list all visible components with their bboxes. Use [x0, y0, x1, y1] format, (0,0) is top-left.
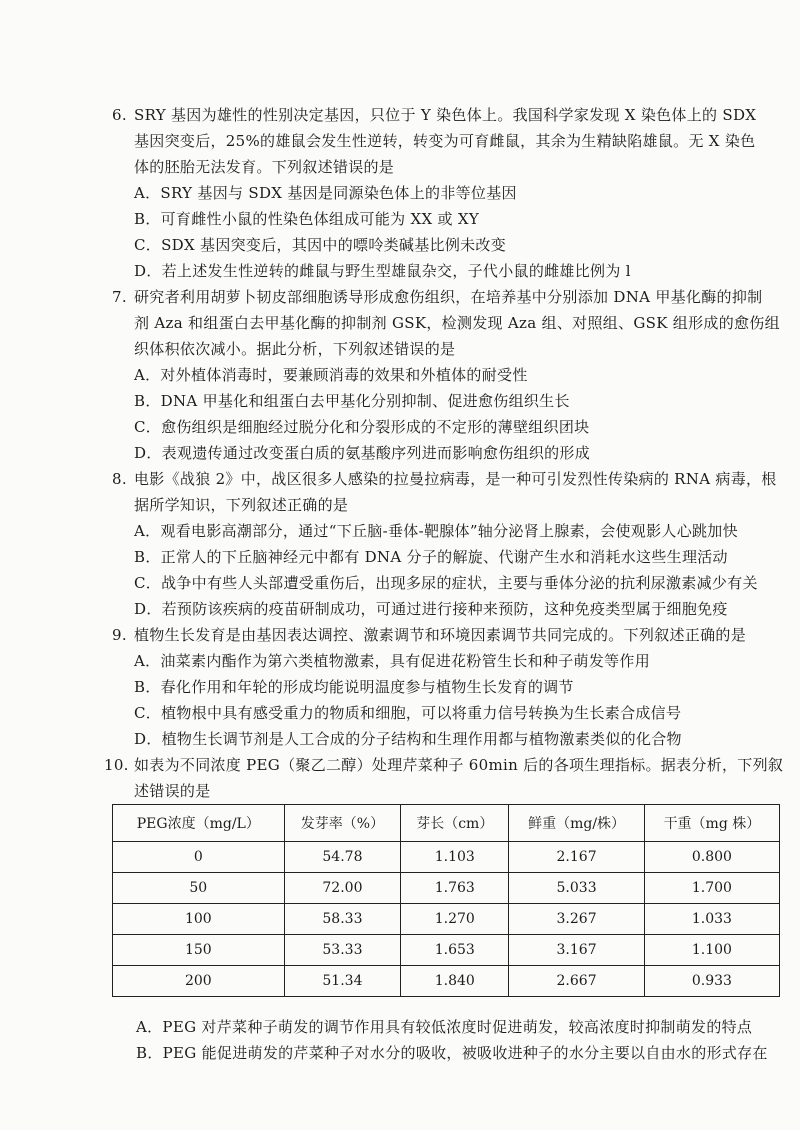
table-cell: 1.100 [644, 935, 779, 966]
option-b: B．春化作用和年轮的形成均能说明温度参与植物生长发育的调节 [134, 678, 574, 696]
table-cell: 100 [113, 904, 285, 935]
question-stem-line: 植物生长发育是由基因表达调控、激素调节和环境因素调节共同完成的。下列叙述正确的是 [134, 626, 747, 644]
question-stem-line: 织体积依次减小。据此分析，下列叙述错误的是 [134, 340, 456, 358]
table-cell: 3.267 [509, 904, 645, 935]
option-a: A．SRY 基因与 SDX 基因是同源染色体上的非等位基因 [134, 184, 517, 202]
option-a: A．油菜素内酯作为第六类植物激素，具有促进花粉管生长和种子萌发等作用 [134, 652, 651, 670]
peg-data-table [112, 804, 780, 997]
table-cell: 0.933 [644, 966, 779, 997]
table-cell: 200 [113, 966, 285, 997]
option-b: B．DNA 甲基化和组蛋白去甲基化分别抑制、促进愈伤组织生长 [134, 392, 570, 410]
table-header-row [113, 805, 780, 842]
table-cell: 2.667 [509, 966, 645, 997]
table-row [113, 966, 780, 997]
option-c: C．愈伤组织是细胞经过脱分化和分裂形成的不定形的薄壁组织团块 [134, 418, 590, 436]
column-header: 发芽率（%） [284, 805, 401, 842]
option-d: D．若预防该疾病的疫苗研制成功，可通过进行接种来预防，这种免疫类型属于细胞免疫 [134, 600, 728, 618]
question-number: 10. [104, 756, 129, 774]
question-stem-line: 剂 Aza 和组蛋白去甲基化酶的抑制剂 GSK，检测发现 Aza 组、对照组、GSK 组形成的愈伤组 [134, 314, 780, 332]
column-header: 干重（mg 株） [644, 805, 779, 842]
option-c: C．战争中有些人头部遭受重伤后，出现多尿的症状，主要与垂体分泌的抗利尿激素减少有关 [134, 574, 758, 592]
table-cell: 1.103 [401, 842, 509, 873]
question-number: 6. [112, 106, 127, 124]
option-b: B．可育雌性小鼠的性染色体组成可能为 XX 或 XY [134, 210, 480, 228]
table-row [113, 842, 780, 873]
option-a: A．观看电影高潮部分，通过“下丘脑-垂体-靶腺体”轴分泌肾上腺素，会使观影人心跳加快 [134, 522, 738, 540]
table-cell: 50 [113, 873, 285, 904]
option-d: D．植物生长调节剂是人工合成的分子结构和生理作用都与植物激素类似的化合物 [134, 730, 682, 748]
table-cell: 0.800 [644, 842, 779, 873]
table-cell: 3.167 [509, 935, 645, 966]
question-stem-line: 述错误的是 [134, 782, 211, 800]
question-stem-line: 据所学知识，下列叙述正确的是 [134, 496, 349, 514]
table-cell: 1.033 [644, 904, 779, 935]
option-c: C．SDX 基因突变后，其因中的嘌呤类碱基比例未改变 [134, 236, 507, 254]
question-number: 7. [112, 288, 127, 306]
table-cell: 1.700 [644, 873, 779, 904]
table-row [113, 904, 780, 935]
table-cell: 54.78 [284, 842, 401, 873]
question-stem-line: 体的胚胎无法发育。下列叙述错误的是 [134, 158, 395, 176]
table-cell: 1.270 [401, 904, 509, 935]
table-row [113, 873, 780, 904]
option-b: B．PEG 能促进萌发的芹菜种子对水分的吸收，被吸收进种子的水分主要以自由水的形式存在 [136, 1044, 768, 1062]
question-stem-line: 研究者利用胡萝卜韧皮部细胞诱导形成愈伤组织，在培养基中分别添加 DNA 甲基化酶的抑制 [134, 288, 763, 306]
table-row [113, 935, 780, 966]
question-number: 9. [112, 626, 127, 644]
column-header: 鲜重（mg/株） [509, 805, 645, 842]
question-stem-line: 基因突变后，25%的雄鼠会发生性逆转，转变为可育雌鼠，其余为生精缺陷雄鼠。无 X 染色 [134, 132, 756, 150]
column-header: PEG浓度（mg/L） [113, 805, 285, 842]
option-b: B．正常人的下丘脑神经元中都有 DNA 分子的解旋、代谢产生水和消耗水这些生理活动 [134, 548, 728, 566]
option-d: D．表观遗传通过改变蛋白质的氨基酸序列进而影响愈伤组织的形成 [134, 444, 591, 462]
table-cell: 1.763 [401, 873, 509, 904]
option-c: C．植物根中具有感受重力的物质和细胞，可以将重力信号转换为生长素合成信号 [134, 704, 682, 722]
table-cell: 2.167 [509, 842, 645, 873]
table-cell: 1.653 [401, 935, 509, 966]
table-cell: 51.34 [284, 966, 401, 997]
table-cell: 72.00 [284, 873, 401, 904]
question-stem-line: SRY 基因为雄性的性别决定基因，只位于 Y 染色体上。我国科学家发现 X 染色体上的 SDX [134, 106, 757, 124]
table-cell: 58.33 [284, 904, 401, 935]
table-cell: 150 [113, 935, 285, 966]
table-cell: 5.033 [509, 873, 645, 904]
table-cell: 0 [113, 842, 285, 873]
table-cell: 53.33 [284, 935, 401, 966]
option-a: A．PEG 对芹菜种子萌发的调节作用具有较低浓度时促进萌发，较高浓度时抑制萌发的特点 [136, 1018, 753, 1036]
question-stem-line: 如表为不同浓度 PEG（聚乙二醇）处理芹菜种子 60min 后的各项生理指标。据表分析，下列叙 [134, 756, 784, 774]
table-cell: 1.840 [401, 966, 509, 997]
question-number: 8. [112, 470, 127, 488]
option-a: A．对外植体消毒时，要兼顾消毒的效果和外植体的耐受性 [134, 366, 528, 384]
column-header: 芽长（cm） [401, 805, 509, 842]
question-stem-line: 电影《战狼 2》中，战区很多人感染的拉曼拉病毒，是一种可引发烈性传染病的 RNA 病毒，根 [134, 470, 777, 488]
option-d: D．若上述发生性逆转的雌鼠与野生型雄鼠杂交，子代小鼠的雌雄比例为 l [134, 262, 631, 280]
